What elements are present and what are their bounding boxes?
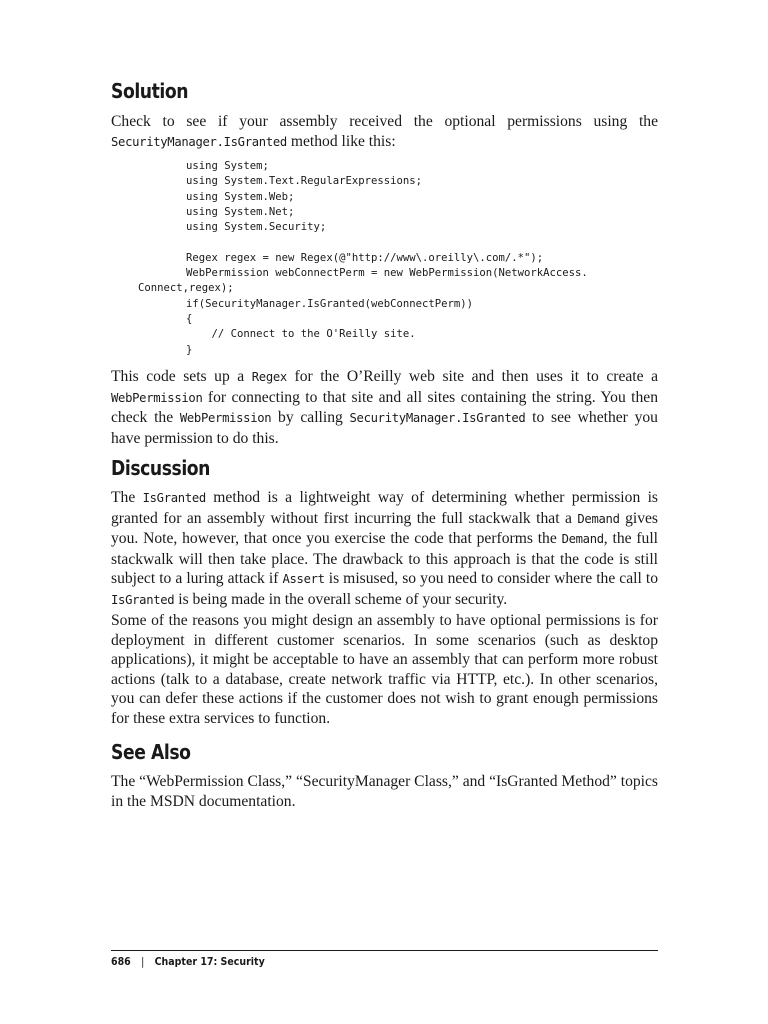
chapter-title: Chapter 17: Security — [154, 955, 265, 968]
inline-code: Assert — [282, 572, 325, 586]
see-also-heading: See Also — [111, 740, 191, 764]
inline-code: WebPermission — [111, 390, 203, 405]
code-line: } — [186, 343, 193, 356]
code-line: Connect,regex); — [138, 282, 234, 295]
inline-code: IsGranted — [142, 491, 206, 505]
code-line: using System.Security; — [186, 221, 327, 234]
inline-code: Demand — [577, 511, 620, 526]
discussion-paragraph-1: The IsGranted method is a lightweight way of determining whether permission is granted for an assembly without first incurring the full stackwalk that a Demand gives you. Note, however, that once you exercise the code that performs the Demand, the full stackwalk will then take place. The drawback to this approach is that the code is still subject to a luring attack if Assert is misused, so you need to consider where the call to IsGranted is being made in the overall scheme of your security. — [111, 489, 658, 608]
see-also-paragraph: The “WebPermission Class,” “SecurityManager Class,” and “IsGranted Method” topics in the MSDN documentation. — [111, 773, 658, 810]
discussion-heading: Discussion — [111, 456, 210, 480]
code-line: WebPermission webConnectPerm = new WebPermission(NetworkAccess. — [186, 267, 588, 280]
code-listing — [138, 159, 588, 358]
inline-code: SecurityManager.IsGranted — [111, 134, 287, 149]
book-page — [111, 0, 658, 1024]
inline-code: Regex — [251, 370, 287, 384]
code-line: Regex regex = new Regex(@"http://www\.oreilly\.com/.*"); — [186, 251, 544, 264]
inline-code: Demand — [561, 532, 604, 546]
footer-divider — [111, 950, 658, 951]
code-line: { — [186, 312, 193, 325]
code-line: // Connect to the O'Reilly site. — [186, 328, 416, 341]
discussion-paragraph-2: Some of the reasons you might design an assembly to have optional permissions is for deployment in different customer scenarios. In some scenarios (such as desktop applications), it might be acceptable to have an assembly that can perform more robust actions (talk to a database, create network traffic via HTTP, etc.). In other scenarios, you can defer these actions if the customer does not wish to grant enough permissions for these extra services to function. — [111, 612, 658, 727]
solution-heading: Solution — [111, 79, 189, 103]
page-number: 686 — [111, 955, 131, 968]
code-line — [186, 235, 588, 250]
code-line: using System.Text.RegularExpressions; — [186, 175, 422, 188]
solution-explanation-paragraph: This code sets up a Regex for the O’Reilly web site and then uses it to create a WebPermission for connecting to that site and all sites containing the string. You then check the WebPermission by calling SecurityManager.IsGranted to see whether you have permission to do this. — [111, 368, 658, 447]
inline-code: IsGranted — [111, 592, 175, 607]
code-line: using System.Web; — [186, 190, 295, 203]
code-line: if(SecurityManager.IsGranted(webConnectPerm)) — [186, 297, 474, 310]
inline-code: SecurityManager.IsGranted — [349, 411, 526, 425]
code-line: using System; — [186, 160, 269, 172]
page-footer — [111, 955, 265, 968]
solution-intro-paragraph: Check to see if your assembly received the optional permissions using the SecurityManager.IsGranted method like this: — [111, 113, 658, 150]
code-line: using System.Net; — [186, 205, 295, 218]
footer-separator: | — [141, 955, 145, 968]
inline-code: WebPermission — [179, 411, 272, 425]
